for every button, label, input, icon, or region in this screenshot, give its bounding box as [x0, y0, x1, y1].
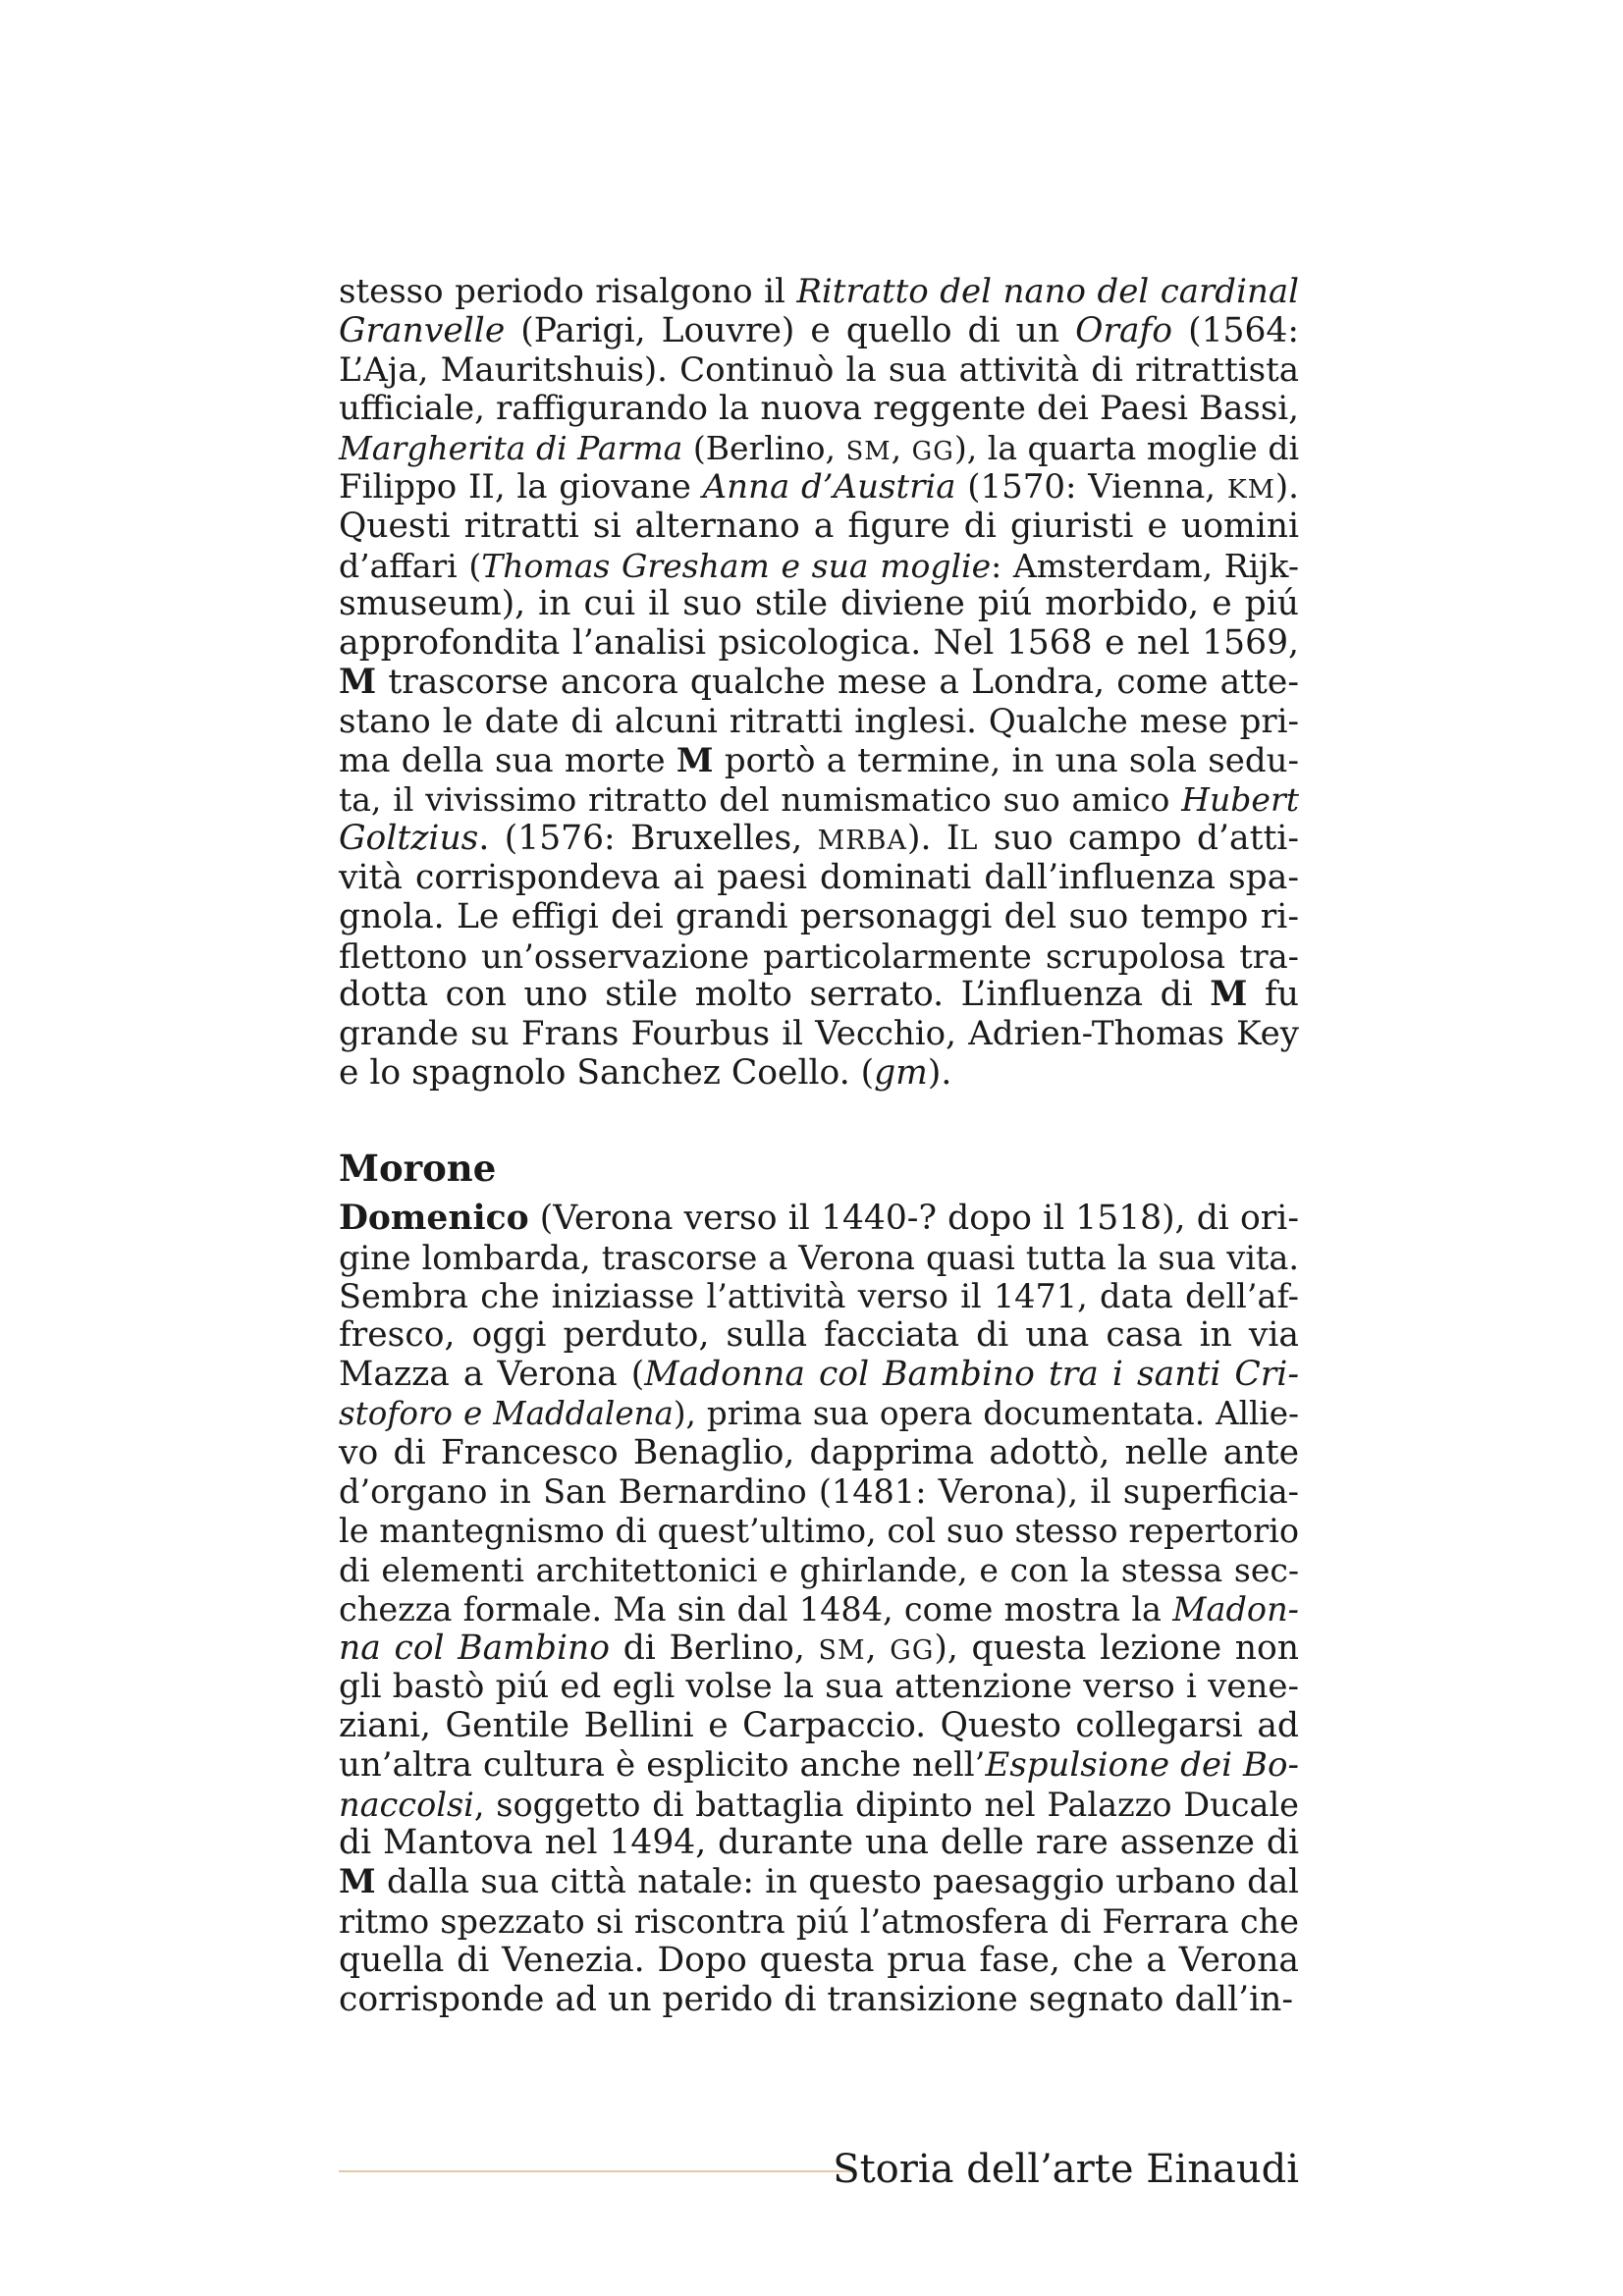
text-line: [339, 1472, 1299, 1512]
text-run: Anna d’Austria: [702, 466, 956, 507]
text-run: ), la quarta moglie di: [953, 429, 1299, 468]
text-line: [339, 1015, 1299, 1054]
text-run: fu: [1247, 975, 1299, 1015]
text-line: [339, 1512, 1299, 1551]
text-run: na col Bambino: [339, 1628, 611, 1668]
text-run: Sembra che iniziasse l’attività verso il 1471, data dell’af-: [339, 1277, 1299, 1316]
text-run: ,: [891, 429, 912, 468]
text-run: stoforo e Maddalena: [339, 1394, 674, 1432]
text-run: flettono un’osservazione particolarmente scrupolosa tra-: [339, 936, 1299, 976]
text-line: [339, 1668, 1299, 1707]
text-run: portò a termine, in una sola sedu-: [713, 740, 1299, 780]
text-line: [339, 1707, 1299, 1746]
text-run: Orafo: [1075, 310, 1173, 350]
text-run: d’affari (: [339, 546, 482, 585]
text-run: M: [1210, 975, 1248, 1015]
text-run: Madon-: [1172, 1589, 1299, 1629]
text-run: gine lombarda, trascorse a Verona quasi tutta la sua vita.: [339, 1238, 1299, 1277]
entry-heading: Morone: [339, 1146, 497, 1190]
section-spacer: [339, 1094, 1299, 1147]
text-run: ma della sua morte: [339, 740, 676, 780]
text-run: e lo spagnolo Sanchez Coello. (: [339, 1052, 875, 1093]
text-run: M: [339, 1862, 376, 1902]
text-run: ziani, Gentile Bellini e Carpaccio. Questo collegarsi ad: [339, 1706, 1299, 1746]
text-run: , soggetto di battaglia dipinto nel Palazzo Ducale: [473, 1785, 1299, 1824]
text-run: ). I: [907, 819, 960, 859]
footer-title: Storia dell’arte Einaudi: [833, 2147, 1299, 2192]
text-line: [339, 1981, 1299, 2020]
text-run: L: [959, 826, 979, 857]
text-run: Granvelle: [339, 310, 506, 350]
text-run: fresco, oggi perduto, sulla facciata di una casa in via: [339, 1315, 1299, 1356]
text-run: corrisponde ad un perido di transizione segnato dall’in-: [339, 1979, 1293, 2019]
text-line: [339, 703, 1299, 742]
text-line: [339, 468, 1299, 507]
text-line: [339, 1434, 1299, 1473]
text-line: [339, 1395, 1299, 1434]
text-line: [339, 1356, 1299, 1395]
text-line: [339, 1863, 1299, 1902]
text-run: stesso periodo risalgono il: [339, 272, 797, 311]
text-run: Margherita di Parma: [339, 429, 683, 468]
text-run: grande su Frans Fourbus il Vecchio, Adrien-Thomas Key: [339, 1014, 1299, 1054]
text-line: [339, 547, 1299, 586]
text-run: Ritratto del nano del cardinal: [796, 272, 1299, 311]
text-line: [339, 1277, 1299, 1316]
text-run: gm: [874, 1052, 928, 1093]
text-line: [339, 1200, 1299, 1239]
text-line: [339, 1551, 1299, 1590]
text-run: le mantegnismo di quest’ultimo, col suo stesso repertorio: [339, 1512, 1299, 1551]
text-line: [339, 351, 1299, 391]
entry-continuation-text: [339, 273, 1299, 1094]
text-run: di Mantova nel 1494, durante una delle rare assenze di: [339, 1823, 1299, 1863]
text-run: ta, il vivissimo ritratto del numismatico suo amico: [339, 780, 1182, 820]
text-run: ufficiale, raffigurando la nuova reggente dei Paesi Bassi,: [339, 389, 1299, 429]
text-line: [339, 898, 1299, 937]
text-run: gnola. Le effigi dei grandi personaggi del suo tempo ri-: [339, 896, 1299, 936]
text-run: SM: [845, 437, 892, 467]
text-line: [339, 937, 1299, 977]
text-line: [339, 1824, 1299, 1863]
text-run: vo di Francesco Benaglio, dapprima adottò, nelle ante: [339, 1432, 1299, 1472]
text-line: [339, 820, 1299, 859]
text-run: KM: [1226, 473, 1275, 505]
text-run: Questi ritratti si alternano a figure di giuristi e uomini: [339, 506, 1299, 546]
text-run: dalla sua città natale: in questo paesaggio urbano dal: [375, 1862, 1299, 1902]
text-run: (Berlino,: [682, 429, 846, 468]
text-run: ), prima sua opera documentata. Allie-: [673, 1394, 1300, 1432]
text-line: [339, 780, 1299, 820]
text-run: ritmo spezzato si riscontra piú l’atmosfera di Ferrara che: [339, 1902, 1299, 1942]
text-run: GG: [911, 437, 954, 467]
text-run: Goltzius: [339, 819, 479, 859]
text-run: Filippo II, la giovane: [339, 466, 703, 507]
text-line: [339, 742, 1299, 781]
text-line: [339, 1942, 1299, 1981]
text-line: [339, 1239, 1299, 1278]
text-line: [339, 664, 1299, 703]
text-line: [339, 1054, 1299, 1094]
text-run: smuseum), in cui il suo stile diviene piú morbido, e piú: [339, 584, 1299, 624]
text-line: [339, 1590, 1299, 1629]
text-line: [339, 1316, 1299, 1356]
text-run: vità corrispondeva ai paesi dominati dall’influenza spa-: [339, 857, 1299, 897]
text-line: [339, 1902, 1299, 1942]
text-run: GG: [890, 1634, 935, 1666]
text-run: un’altra cultura è esplicito anche nell’: [339, 1744, 986, 1785]
text-column: [339, 273, 1299, 2019]
text-run: suo campo d’atti-: [978, 819, 1300, 859]
entry-body-text: [339, 1200, 1299, 2020]
text-run: (Parigi, Louvre) e quello di un: [505, 310, 1076, 350]
text-run: Mazza a Verona (: [339, 1354, 645, 1394]
text-line: [339, 585, 1299, 624]
text-run: M: [676, 740, 714, 780]
text-run: ).: [1274, 466, 1299, 507]
text-run: stano le date di alcuni ritratti inglesi. Qualche mese pri-: [339, 701, 1299, 741]
text-line: [339, 312, 1299, 351]
text-run: dotta con uno stile molto serrato. L’influenza di: [339, 975, 1211, 1015]
text-run: d’organo in San Bernardino (1481: Verona), il superficia-: [339, 1472, 1299, 1512]
text-run: (1564:: [1172, 310, 1299, 350]
text-run: ,: [865, 1628, 891, 1668]
text-line: [339, 429, 1299, 468]
text-run: di Berlino,: [610, 1628, 819, 1668]
text-line: [339, 1786, 1299, 1825]
text-line: [339, 1629, 1299, 1669]
text-run: SM: [818, 1634, 866, 1666]
text-run: quella di Venezia. Dopo questa prua fase, che a Verona: [339, 1940, 1299, 1980]
text-run: L’Aja, Mauritshuis). Continuò la sua attività di ritrattista: [339, 349, 1299, 390]
text-run: chezza formale. Ma sin dal 1484, come mostra la: [339, 1589, 1173, 1629]
text-run: trascorse ancora qualche mese a Londra, come atte-: [376, 662, 1299, 702]
text-run: (Verona verso il 1440-? dopo il 1518), di ori-: [528, 1198, 1299, 1238]
page-footer: [339, 2145, 1299, 2194]
text-run: M: [339, 662, 377, 702]
text-run: di elementi architettonici e ghirlande, e con la stessa sec-: [339, 1550, 1299, 1589]
text-run: : Amsterdam, Rijk-: [991, 546, 1299, 585]
text-run: naccolsi: [339, 1785, 474, 1824]
text-line: [339, 507, 1299, 547]
text-run: Domenico: [339, 1198, 529, 1238]
text-run: Espulsione dei Bo-: [985, 1744, 1299, 1785]
text-run: Hubert: [1181, 780, 1299, 820]
text-line: [339, 273, 1299, 312]
text-line: [339, 624, 1299, 664]
text-line: [339, 976, 1299, 1015]
text-run: Thomas Gresham e sua moglie: [481, 546, 992, 585]
text-run: ), questa lezione non: [934, 1628, 1300, 1668]
footer-rule: [339, 2170, 854, 2172]
text-run: (1570: Vienna,: [955, 466, 1227, 507]
text-line: [339, 1746, 1299, 1786]
text-line: [339, 859, 1299, 898]
text-run: ).: [927, 1052, 952, 1093]
text-run: gli bastò piú ed egli volse la sua attenzione verso i vene-: [339, 1667, 1299, 1707]
text-run: Madonna col Bambino tra i santi Cri-: [644, 1354, 1299, 1394]
text-run: . (1576: Bruxelles,: [478, 819, 818, 859]
text-run: MRBA: [817, 826, 907, 857]
text-run: approfondita l’analisi psicologica. Nel 1568 e nel 1569,: [339, 623, 1299, 664]
text-line: [339, 390, 1299, 429]
